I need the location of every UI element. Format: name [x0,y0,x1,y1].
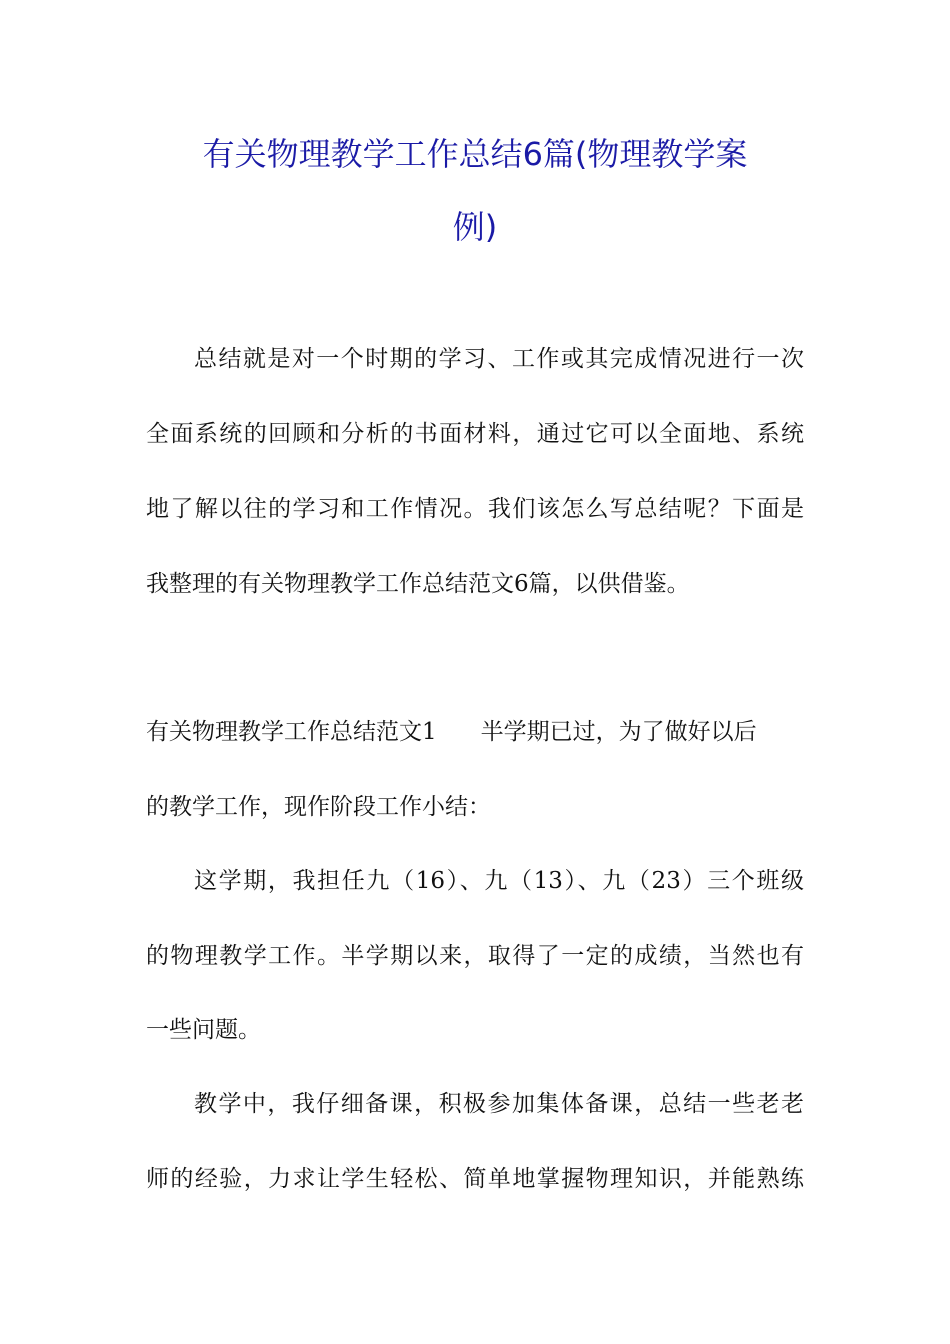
intro-line-3: 地了解以往的学习和工作情况。我们该怎么写总结呢？下面是 [146,496,804,522]
intro-line-4: 我整理的有关物理教学工作总结范文6篇，以供借鉴。 [146,571,690,597]
para3-line-2: 师的经验，力求让学生轻松、简单地掌握物理知识，并能熟练 [146,1166,804,1192]
para3-line-1: 教学中，我仔细备课，积极参加集体备课，总结一些老老 [194,1091,804,1117]
section1-first-line [146,717,804,747]
section1-second-line: 的教学工作，现作阶段工作小结： [146,794,491,820]
para2-line-2: 的物理教学工作。半学期以来，取得了一定的成绩，当然也有 [146,943,804,969]
section1-heading: 有关物理教学工作总结范文1 [146,719,437,745]
section1-first-line-rest: 半学期已过，为了做好以后 [480,719,757,745]
para2-line-3: 一些问题。 [146,1017,261,1043]
intro-line-1: 总结就是对一个时期的学习、工作或其完成情况进行一次 [194,346,804,372]
document-title-line-2: 例) [452,208,498,246]
para2-line-1: 这学期，我担任九（16）、九（13）、九（23）三个班级 [194,868,804,894]
document-title-line-1: 有关物理教学工作总结6篇(物理教学案 [202,135,748,173]
intro-line-2: 全面系统的回顾和分析的书面材料，通过它可以全面地、系统 [146,421,804,447]
